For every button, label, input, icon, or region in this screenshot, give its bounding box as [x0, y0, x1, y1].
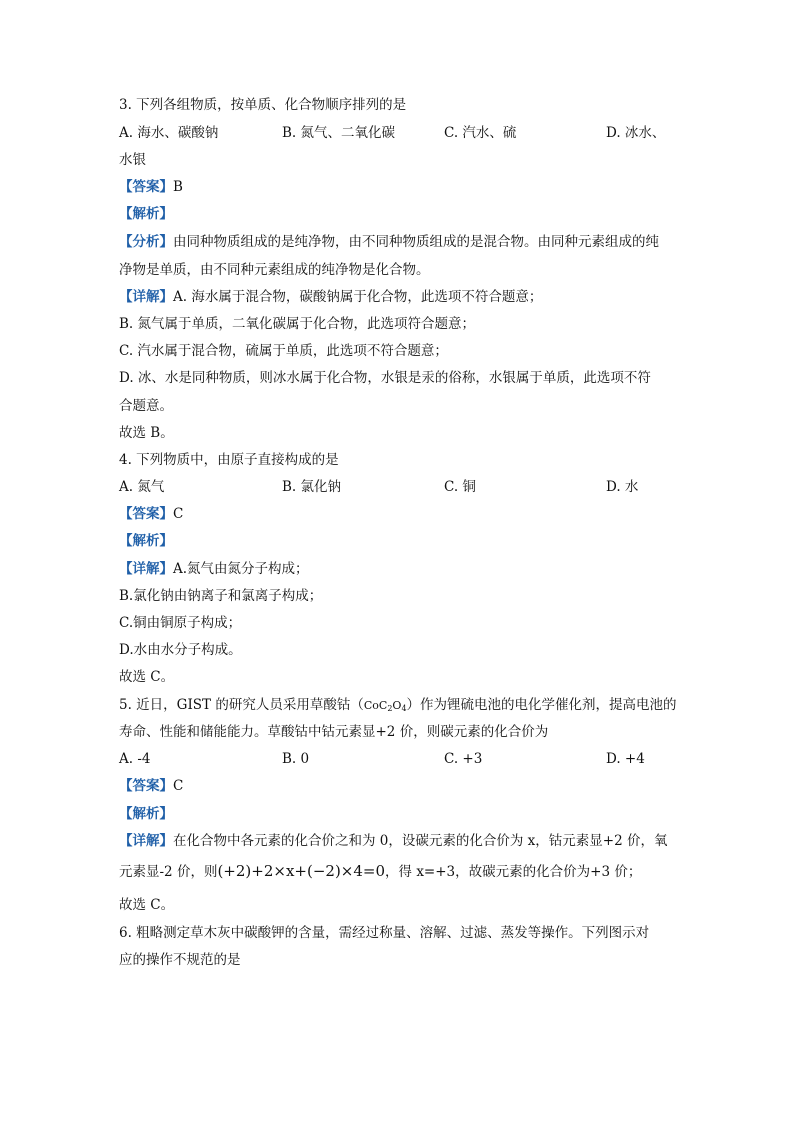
q5-option-a: A. -4	[119, 751, 151, 767]
q4-option-b: B. 氯化钠	[282, 479, 342, 495]
q3-option-d-continued: 水银	[119, 152, 146, 168]
q3-question: 3. 下列各组物质，按单质、化合物顺序排列的是	[119, 97, 407, 113]
fenxi-text: 由同种物质组成的是纯净物，由不同种物质组成的是混合物。由同种元素组成的纯	[173, 234, 659, 250]
q5-question-pre: 5. 近日，GIST 的研究人员采用草酸钴（	[119, 697, 364, 713]
formula-subscript: 4	[401, 704, 407, 713]
q3-detail-a	[119, 288, 542, 306]
answer-value: C	[173, 778, 184, 794]
q5-analysis-heading	[119, 805, 173, 823]
detail-tag: 【详解】	[119, 561, 173, 577]
q6-question-line-1: 6. 粗略测定草木灰中碳酸钾的含量，需经过称量、溶解、过滤、蒸发等操作。下列图示对	[119, 925, 650, 941]
q3-fenxi-line-1	[119, 233, 659, 251]
q5-question-line-2: 寿命、性能和储能能力。草酸钴中钴元素显+2 价，则碳元素的化合价为	[119, 724, 549, 740]
detail-text: 在化合物中各元素的化合价之和为 0，设碳元素的化合价为 x，钴元素显+2 价，氧	[173, 833, 668, 849]
q4-detail-b: B.氯化钠由钠离子和氯离子构成；	[119, 588, 323, 604]
q4-question: 4. 下列物质中，由原子直接构成的是	[119, 452, 339, 468]
detail-text-post: ，得 x=+3，故碳元素的化合价为+3 价；	[385, 864, 642, 880]
q5-answer	[119, 777, 183, 795]
q5-option-b: B. 0	[282, 751, 310, 767]
q3-option-a: A. 海水、碳酸钠	[119, 125, 219, 141]
q4-analysis-heading	[119, 532, 173, 550]
q3-option-d: D. 冰水、	[606, 125, 666, 141]
detail-tag: 【详解】	[119, 289, 173, 305]
q5-detail-line-2	[119, 862, 641, 881]
formula-subscript: 2	[387, 704, 393, 713]
detail-text: A. 海水属于混合物，碳酸钠属于化合物，此选项不符合题意；	[173, 289, 543, 305]
q5-conclusion: 故选 C。	[119, 897, 175, 913]
answer-tag: 【答案】	[119, 179, 173, 195]
q4-detail-d: D.水由水分子构成。	[119, 642, 242, 658]
q3-detail-d-line-1: D. 冰、水是同种物质，则冰水属于化合物，水银是汞的俗称，水银属于单质，此选项不符	[119, 370, 651, 386]
q4-conclusion: 故选 C。	[119, 669, 175, 685]
answer-value: C	[173, 506, 184, 522]
answer-tag: 【答案】	[119, 778, 173, 794]
q3-detail-d-line-2: 合题意。	[119, 398, 173, 414]
q3-analysis-heading	[119, 205, 173, 223]
q5-option-c: C. +3	[444, 751, 483, 767]
q5-option-d: D. +4	[606, 751, 645, 767]
q5-question-post: ）作为锂硫电池的电化学催化剂，提高电池的	[406, 697, 677, 713]
equation: (+2)+2×x+(−2)×4=0	[217, 862, 386, 880]
q3-option-c: C. 汽水、硫	[444, 125, 517, 141]
q3-detail-c: C. 汽水属于混合物，硫属于单质，此选项不符合题意；	[119, 343, 448, 359]
analysis-tag: 【解析】	[119, 206, 173, 222]
detail-text-pre: 元素显-2 价，则	[119, 864, 218, 880]
q4-detail-c: C.铜由铜原子构成；	[119, 615, 242, 631]
analysis-tag: 【解析】	[119, 533, 173, 549]
q3-detail-b: B. 氮气属于单质，二氧化碳属于化合物，此选项符合题意；	[119, 316, 476, 332]
q4-option-a: A. 氮气	[119, 479, 165, 495]
q4-answer	[119, 505, 183, 523]
formula-part: O	[392, 699, 402, 712]
answer-value: B	[173, 179, 183, 195]
q3-fenxi-line-2: 净物是单质，由不同种元素组成的纯净物是化合物。	[119, 262, 430, 278]
q4-option-d: D. 水	[606, 479, 639, 495]
q5-detail-line-1	[119, 832, 667, 850]
q4-detail-a	[119, 560, 309, 578]
q3-option-b: B. 氮气、二氧化碳	[282, 125, 396, 141]
answer-tag: 【答案】	[119, 506, 173, 522]
analysis-tag: 【解析】	[119, 806, 173, 822]
q6-question-line-2: 应的操作不规范的是	[119, 952, 241, 968]
chemical-formula	[364, 699, 407, 712]
formula-part: CoC	[363, 699, 388, 712]
q3-answer	[119, 178, 183, 196]
q5-question-line-1	[119, 696, 677, 718]
q4-option-c: C. 铜	[444, 479, 476, 495]
q3-conclusion: 故选 B。	[119, 425, 174, 441]
detail-text: A.氮气由氮分子构成；	[173, 561, 309, 577]
fenxi-tag: 【分析】	[119, 234, 173, 250]
detail-tag: 【详解】	[119, 833, 173, 849]
